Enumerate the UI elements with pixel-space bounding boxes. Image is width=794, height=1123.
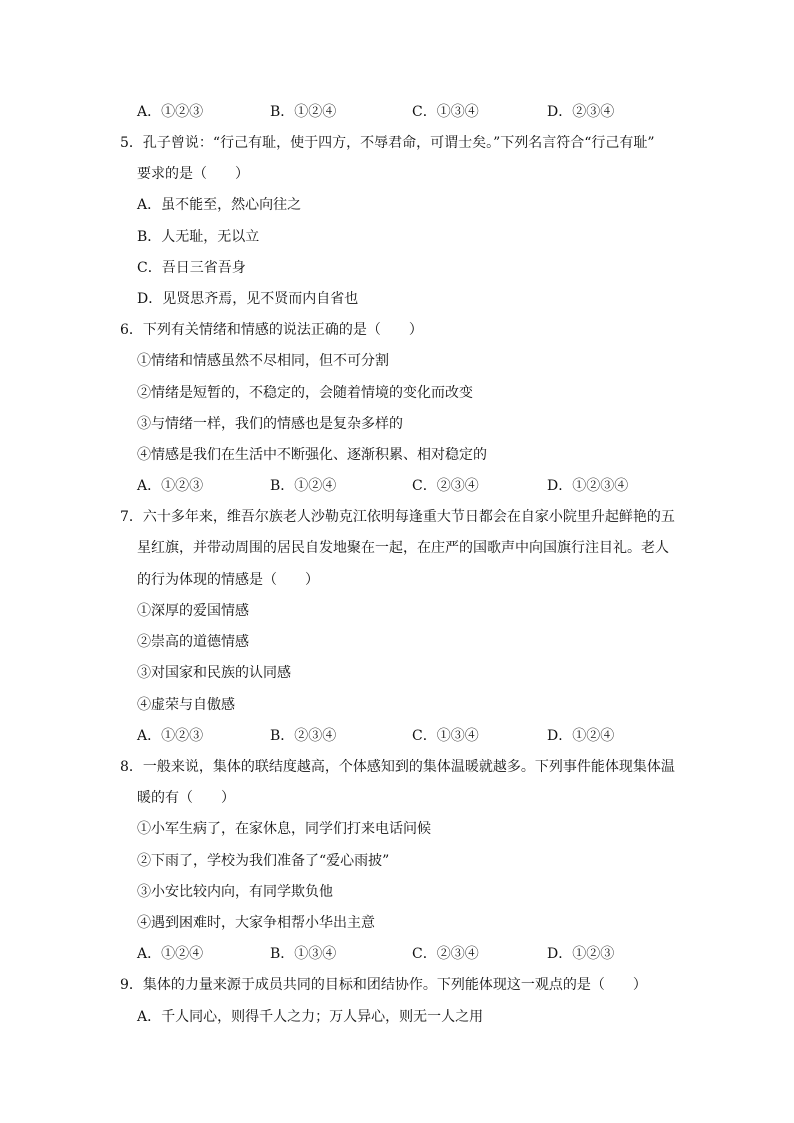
q7-stem-line1: 7．六十多年来，维吾尔族老人沙勒克江依明每逢重大节日都会在自家小院里升起鲜艳的五 xyxy=(120,509,675,525)
q8-statement-1: ①小军生病了，在家休息，同学们打来电话问候 xyxy=(137,821,431,837)
option-b: B．①②④ xyxy=(270,478,337,494)
option-c: C．①③④ xyxy=(412,728,479,744)
q6-stem: 6．下列有关情绪和情感的说法正确的是（ ） xyxy=(120,322,423,338)
q5-option-c: C．吾日三省吾身 xyxy=(137,260,246,276)
q8-options xyxy=(137,944,697,964)
q7-stem-line3: 的行为体现的情感是（ ） xyxy=(137,572,319,588)
q8-statement-2: ②下雨了，学校为我们准备了“爱心雨披” xyxy=(137,853,390,869)
option-b: B．②③④ xyxy=(270,728,337,744)
option-d: D．②③④ xyxy=(547,104,615,120)
q6-statement-3: ③与情绪一样，我们的情感也是复杂多样的 xyxy=(137,416,403,432)
q9-option-a: A．千人同心，则得千人之力；万人异心，则无一人之用 xyxy=(137,1009,484,1025)
q8-statement-3: ③小安比较内向，有同学欺负他 xyxy=(137,884,333,900)
q5-stem-line1: 5．孔子曾说：“行己有耻，使于四方，不辱君命，可谓士矣。”下列名言符合“行己有耻” xyxy=(120,135,655,151)
q6-statement-1: ①情绪和情感虽然不尽相同，但不可分割 xyxy=(137,353,389,369)
q5-option-d: D．见贤思齐焉，见不贤而内自省也 xyxy=(137,291,359,307)
q6-options xyxy=(137,476,697,496)
option-c: C．②③④ xyxy=(412,478,479,494)
q7-options xyxy=(137,726,697,746)
q6-statement-4: ④情感是我们在生活中不断强化、逐渐积累、相对稳定的 xyxy=(137,447,487,463)
option-d: D．①②④ xyxy=(547,728,615,744)
q9-stem: 9．集体的力量来源于成员共同的目标和团结协作。下列能体现这一观点的是（ ） xyxy=(120,977,647,993)
q7-stem-line2: 星红旗，并带动周围的居民自发地聚在一起，在庄严的国歌声中向国旗行注目礼。老人 xyxy=(137,540,669,556)
q8-stem-line1: 8．一般来说，集体的联结度越高，个体感知到的集体温暖就越多。下列事件能体现集体温 xyxy=(120,759,675,775)
q4-options xyxy=(137,102,697,122)
q7-statement-3: ③对国家和民族的认同感 xyxy=(137,665,291,681)
q8-stem-line2: 暖的有（ ） xyxy=(137,790,235,806)
option-d: D．①②③ xyxy=(547,946,615,962)
option-b: B．①②④ xyxy=(270,104,337,120)
option-a: A．①②③ xyxy=(137,728,204,744)
q6-statement-2: ②情绪是短暂的，不稳定的，会随着情境的变化而改变 xyxy=(137,385,473,401)
q7-statement-4: ④虚荣与自傲感 xyxy=(137,697,235,713)
q5-option-b: B．人无耻，无以立 xyxy=(137,229,260,245)
q5-stem-line2: 要求的是（ ） xyxy=(137,166,249,182)
q8-statement-4: ④遇到困难时，大家争相帮小华出主意 xyxy=(137,915,375,931)
option-b: B．①③④ xyxy=(270,946,337,962)
option-d: D．①②③④ xyxy=(547,478,629,494)
q5-option-a: A．虽不能至，然心向往之 xyxy=(137,197,302,213)
option-a: A．①②③ xyxy=(137,478,204,494)
option-c: C．①③④ xyxy=(412,104,479,120)
option-c: C．②③④ xyxy=(412,946,479,962)
option-a: A．①②④ xyxy=(137,946,204,962)
q7-statement-1: ①深厚的爱国情感 xyxy=(137,603,249,619)
q7-statement-2: ②崇高的道德情感 xyxy=(137,634,249,650)
option-a: A．①②③ xyxy=(137,104,204,120)
